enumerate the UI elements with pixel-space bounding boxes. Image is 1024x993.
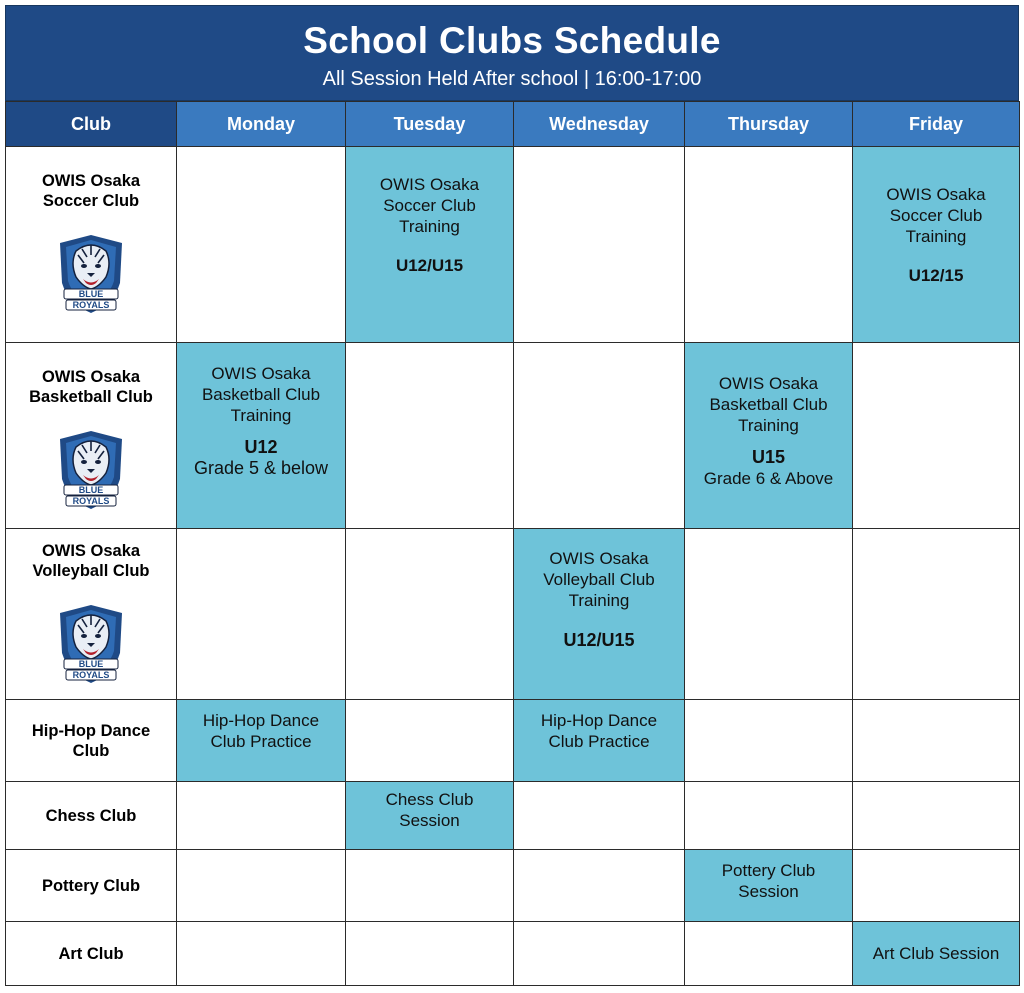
club-name: OWIS Osaka Basketball Club xyxy=(29,368,153,406)
blue-royals-logo-icon xyxy=(54,603,128,685)
svg-text:BLUE: BLUE xyxy=(78,485,104,495)
session-basketball-thursday: OWIS Osaka Basketball Club Training U15 Grade 6 & Above xyxy=(685,343,853,529)
slot-chess-wednesday xyxy=(514,782,685,850)
slot-art-wednesday xyxy=(514,922,685,986)
schedule-sheet xyxy=(5,5,1019,990)
slot-art-tuesday xyxy=(346,922,514,986)
slot-volleyball-thursday xyxy=(685,529,853,700)
table-row xyxy=(6,529,1020,700)
slot-basketball-wednesday xyxy=(514,343,685,529)
club-cell-pottery: Pottery Club xyxy=(6,850,177,922)
title-banner xyxy=(5,5,1019,101)
slot-volleyball-tuesday xyxy=(346,529,514,700)
table-row xyxy=(6,922,1020,986)
club-cell-soccer xyxy=(6,147,177,343)
slot-pottery-wednesday xyxy=(514,850,685,922)
svg-text:ROYALS: ROYALS xyxy=(72,496,110,506)
slot-soccer-wednesday xyxy=(514,147,685,343)
slot-chess-monday xyxy=(177,782,346,850)
slot-art-monday xyxy=(177,922,346,986)
slot-art-thursday xyxy=(685,922,853,986)
svg-text:BLUE: BLUE xyxy=(78,659,104,669)
session-chess-tuesday: Chess Club Session xyxy=(346,782,514,850)
slot-chess-friday xyxy=(853,782,1020,850)
session-hip-hop-monday: Hip-Hop Dance Club Practice xyxy=(177,700,346,782)
table-row xyxy=(6,343,1020,529)
slot-pottery-friday xyxy=(853,850,1020,922)
slot-volleyball-friday xyxy=(853,529,1020,700)
slot-volleyball-monday xyxy=(177,529,346,700)
club-cell-hip-hop: Hip-Hop Dance Club xyxy=(6,700,177,782)
page-title: School Clubs Schedule xyxy=(303,20,721,61)
svg-text:ROYALS: ROYALS xyxy=(72,670,110,680)
slot-pottery-tuesday xyxy=(346,850,514,922)
club-cell-art: Art Club xyxy=(6,922,177,986)
slot-soccer-monday xyxy=(177,147,346,343)
slot-chess-thursday xyxy=(685,782,853,850)
session-hip-hop-wednesday: Hip-Hop Dance Club Practice xyxy=(514,700,685,782)
session-pottery-thursday: Pottery Club Session xyxy=(685,850,853,922)
slot-pottery-monday xyxy=(177,850,346,922)
schedule-table xyxy=(5,101,1020,986)
blue-royals-logo-icon xyxy=(54,429,128,511)
session-basketball-monday: OWIS Osaka Basketball Club Training U12 Grade 5 & below xyxy=(177,343,346,529)
slot-hip-hop-thursday xyxy=(685,700,853,782)
column-header-tuesday: Tuesday xyxy=(346,102,514,147)
session-soccer-friday: OWIS Osaka Soccer Club Training U12/15 xyxy=(853,147,1020,343)
blue-royals-logo-icon xyxy=(54,233,128,315)
club-cell-chess: Chess Club xyxy=(6,782,177,850)
club-name: OWIS Osaka Soccer Club xyxy=(41,172,141,210)
club-cell-volleyball xyxy=(6,529,177,700)
svg-text:BLUE: BLUE xyxy=(78,289,104,299)
svg-text:ROYALS: ROYALS xyxy=(72,300,110,310)
slot-hip-hop-friday xyxy=(853,700,1020,782)
table-row xyxy=(6,147,1020,343)
column-header-thursday: Thursday xyxy=(685,102,853,147)
session-soccer-tuesday: OWIS Osaka Soccer Club Training U12/U15 xyxy=(346,147,514,343)
session-volleyball-wednesday: OWIS Osaka Volleyball Club Training U12/U15 xyxy=(514,529,685,700)
session-art-friday: Art Club Session xyxy=(853,922,1020,986)
slot-basketball-friday xyxy=(853,343,1020,529)
table-row xyxy=(6,850,1020,922)
slot-soccer-thursday xyxy=(685,147,853,343)
slot-hip-hop-tuesday xyxy=(346,700,514,782)
column-header-wednesday: Wednesday xyxy=(514,102,685,147)
club-name: OWIS Osaka Volleyball Club xyxy=(32,542,150,580)
table-row xyxy=(6,782,1020,850)
column-header-club: Club xyxy=(6,102,177,147)
club-cell-basketball xyxy=(6,343,177,529)
header-row xyxy=(6,102,1020,147)
column-header-friday: Friday xyxy=(853,102,1020,147)
slot-basketball-tuesday xyxy=(346,343,514,529)
table-row xyxy=(6,700,1020,782)
column-header-monday: Monday xyxy=(177,102,346,147)
page-subtitle: All Session Held After school | 16:00-17:00 xyxy=(322,68,702,90)
